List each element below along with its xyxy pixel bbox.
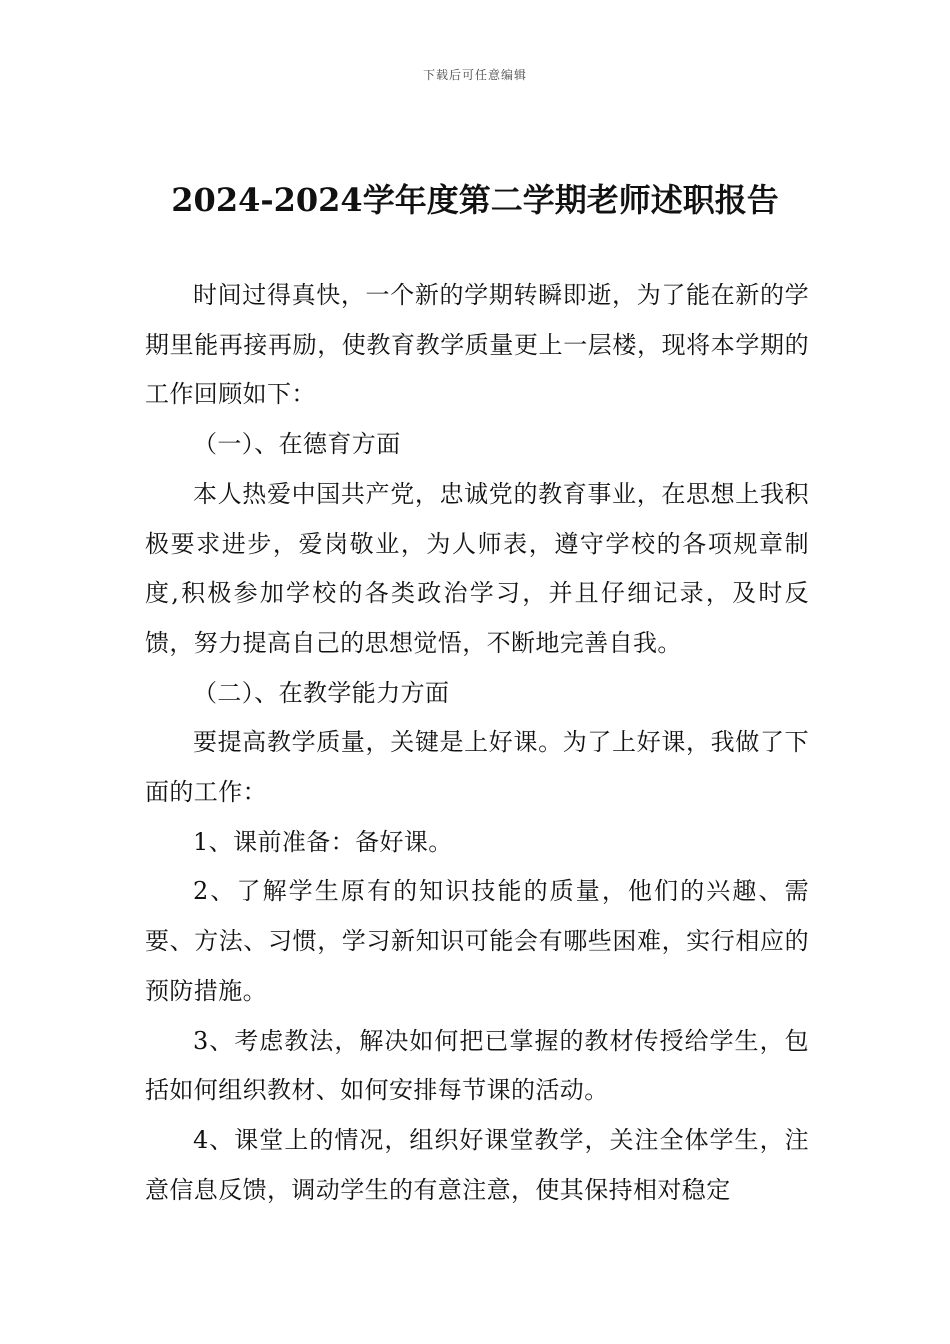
header-note: 下载后可任意编辑 [422, 68, 527, 82]
section-heading-moral: （一）、在德育方面 [193, 430, 401, 459]
document-body [145, 271, 809, 1215]
list-item-3: 3、考虑教法，解决如何把已掌握的教材传授给学生，包括如何组织教材、如何安排每节课的活动。 [145, 1026, 809, 1105]
paragraph-intro: 时间过得真快，一个新的学期转瞬即逝，为了能在新的学期里能再接再励，使教育教学质量更上一层楼，现将本学期的工作回顾如下： [145, 281, 809, 409]
paragraph-teaching-intro: 要提高教学质量，关键是上好课。为了上好课，我做了下面的工作： [145, 728, 809, 807]
list-item-4: 4、课堂上的情况，组织好课堂教学，关注全体学生，注意信息反馈，调动学生的有意注意，使其保持相对稳定 [145, 1125, 809, 1204]
paragraph-moral: 本人热爱中国共产党，忠诚党的教育事业，在思想上我积极要求进步，爱岗敬业，为人师表，遵守学校的各项规章制度,积极参加学校的各类政治学习，并且仔细记录，及时反馈，努力提高自己的思想觉悟，不断地完善自我。 [145, 479, 809, 657]
document-title: 2024-2024学年度第二学期老师述职报告 [171, 181, 779, 219]
list-item-1: 1、课前准备：备好课。 [193, 827, 453, 856]
list-item-2: 2、了解学生原有的知识技能的质量，他们的兴趣、需要、方法、习惯，学习新知识可能会有哪些困难，实行相应的预防措施。 [145, 877, 809, 1005]
section-heading-teaching: （二）、在教学能力方面 [193, 678, 450, 707]
